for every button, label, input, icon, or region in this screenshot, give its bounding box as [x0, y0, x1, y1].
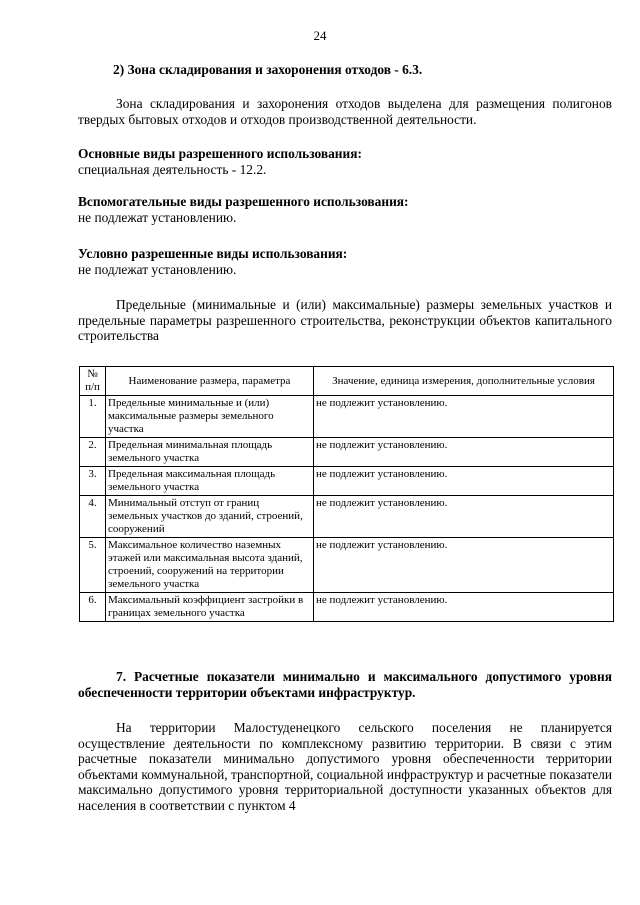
conditional-uses-heading: Условно разрешенные виды использования:: [78, 246, 348, 261]
table-row: [80, 593, 614, 622]
limits-paragraph: Предельные (минимальные и (или) максимальные) размеры земельных участков и предельные параметры разрешенного строительства, реконструкции объектов капитального строительства: [78, 297, 612, 343]
row-parameter: Предельная максимальная площадь земельного участка: [106, 467, 314, 496]
table-row: [80, 396, 614, 438]
main-uses-value: специальная деятельность - 12.2.: [78, 162, 267, 177]
row-parameter: Предельные минимальные и (или) максимальные размеры земельного участка: [106, 396, 314, 438]
row-value: не подлежит установлению.: [314, 496, 614, 538]
row-number: 2.: [80, 438, 106, 467]
main-uses-heading: Основные виды разрешенного использования:: [78, 146, 362, 161]
header-number: № п/п: [80, 367, 106, 396]
row-parameter: Минимальный отступ от границ земельных участков до зданий, строений, сооружений: [106, 496, 314, 538]
row-value: не подлежит установлению.: [314, 438, 614, 467]
section7-heading: 7. Расчетные показатели минимально и максимального допустимого уровня обеспеченности территории объектами инфраструктур.: [78, 669, 612, 700]
row-parameter: Предельная минимальная площадь земельного участка: [106, 438, 314, 467]
auxiliary-uses-heading: Вспомогательные виды разрешенного использования:: [78, 194, 409, 209]
row-number: 5.: [80, 538, 106, 593]
row-value: не подлежит установлению.: [314, 396, 614, 438]
row-parameter: Максимальное количество наземных этажей или максимальная высота зданий, строений, сооружений на территории земельного участка: [106, 538, 314, 593]
row-value: не подлежит установлению.: [314, 467, 614, 496]
header-parameter: Наименование размера, параметра: [106, 367, 314, 396]
table-row: [80, 467, 614, 496]
row-value: не подлежит установлению.: [314, 538, 614, 593]
intro-paragraph: Зона складирования и захоронения отходов выделена для размещения полигонов твердых бытовых отходов и отходов производственной деятельности.: [78, 96, 612, 127]
row-number: 3.: [80, 467, 106, 496]
table-row: [80, 538, 614, 593]
row-parameter: Максимальный коэффициент застройки в границах земельного участка: [106, 593, 314, 622]
table-header-row: [80, 367, 614, 396]
table-row: [80, 496, 614, 538]
table-row: [80, 438, 614, 467]
header-value: Значение, единица измерения, дополнительные условия: [314, 367, 614, 396]
row-number: 6.: [80, 593, 106, 622]
row-value: не подлежит установлению.: [314, 593, 614, 622]
conditional-uses-value: не подлежат установлению.: [78, 262, 237, 277]
row-number: 4.: [80, 496, 106, 538]
page-number: 24: [313, 28, 327, 43]
row-number: 1.: [80, 396, 106, 438]
section7-paragraph: На территории Малостуденецкого сельского поселения не планируется осуществление деятельности по комплексному развитию территории. В связи с этим расчетные показатели минимально допустимого уровня обеспеченности территории объектами коммунальной, транспортной, социальной инфраструктур и расчетные показатели максимально допустимого уровня территориальной доступности указанных объектов для населения в соответствии с пунктом 4: [78, 720, 612, 813]
auxiliary-uses-value: не подлежат установлению.: [78, 210, 237, 225]
parameters-table: [79, 366, 614, 622]
section-heading: 2) Зона складирования и захоронения отходов - 6.3.: [113, 62, 423, 77]
